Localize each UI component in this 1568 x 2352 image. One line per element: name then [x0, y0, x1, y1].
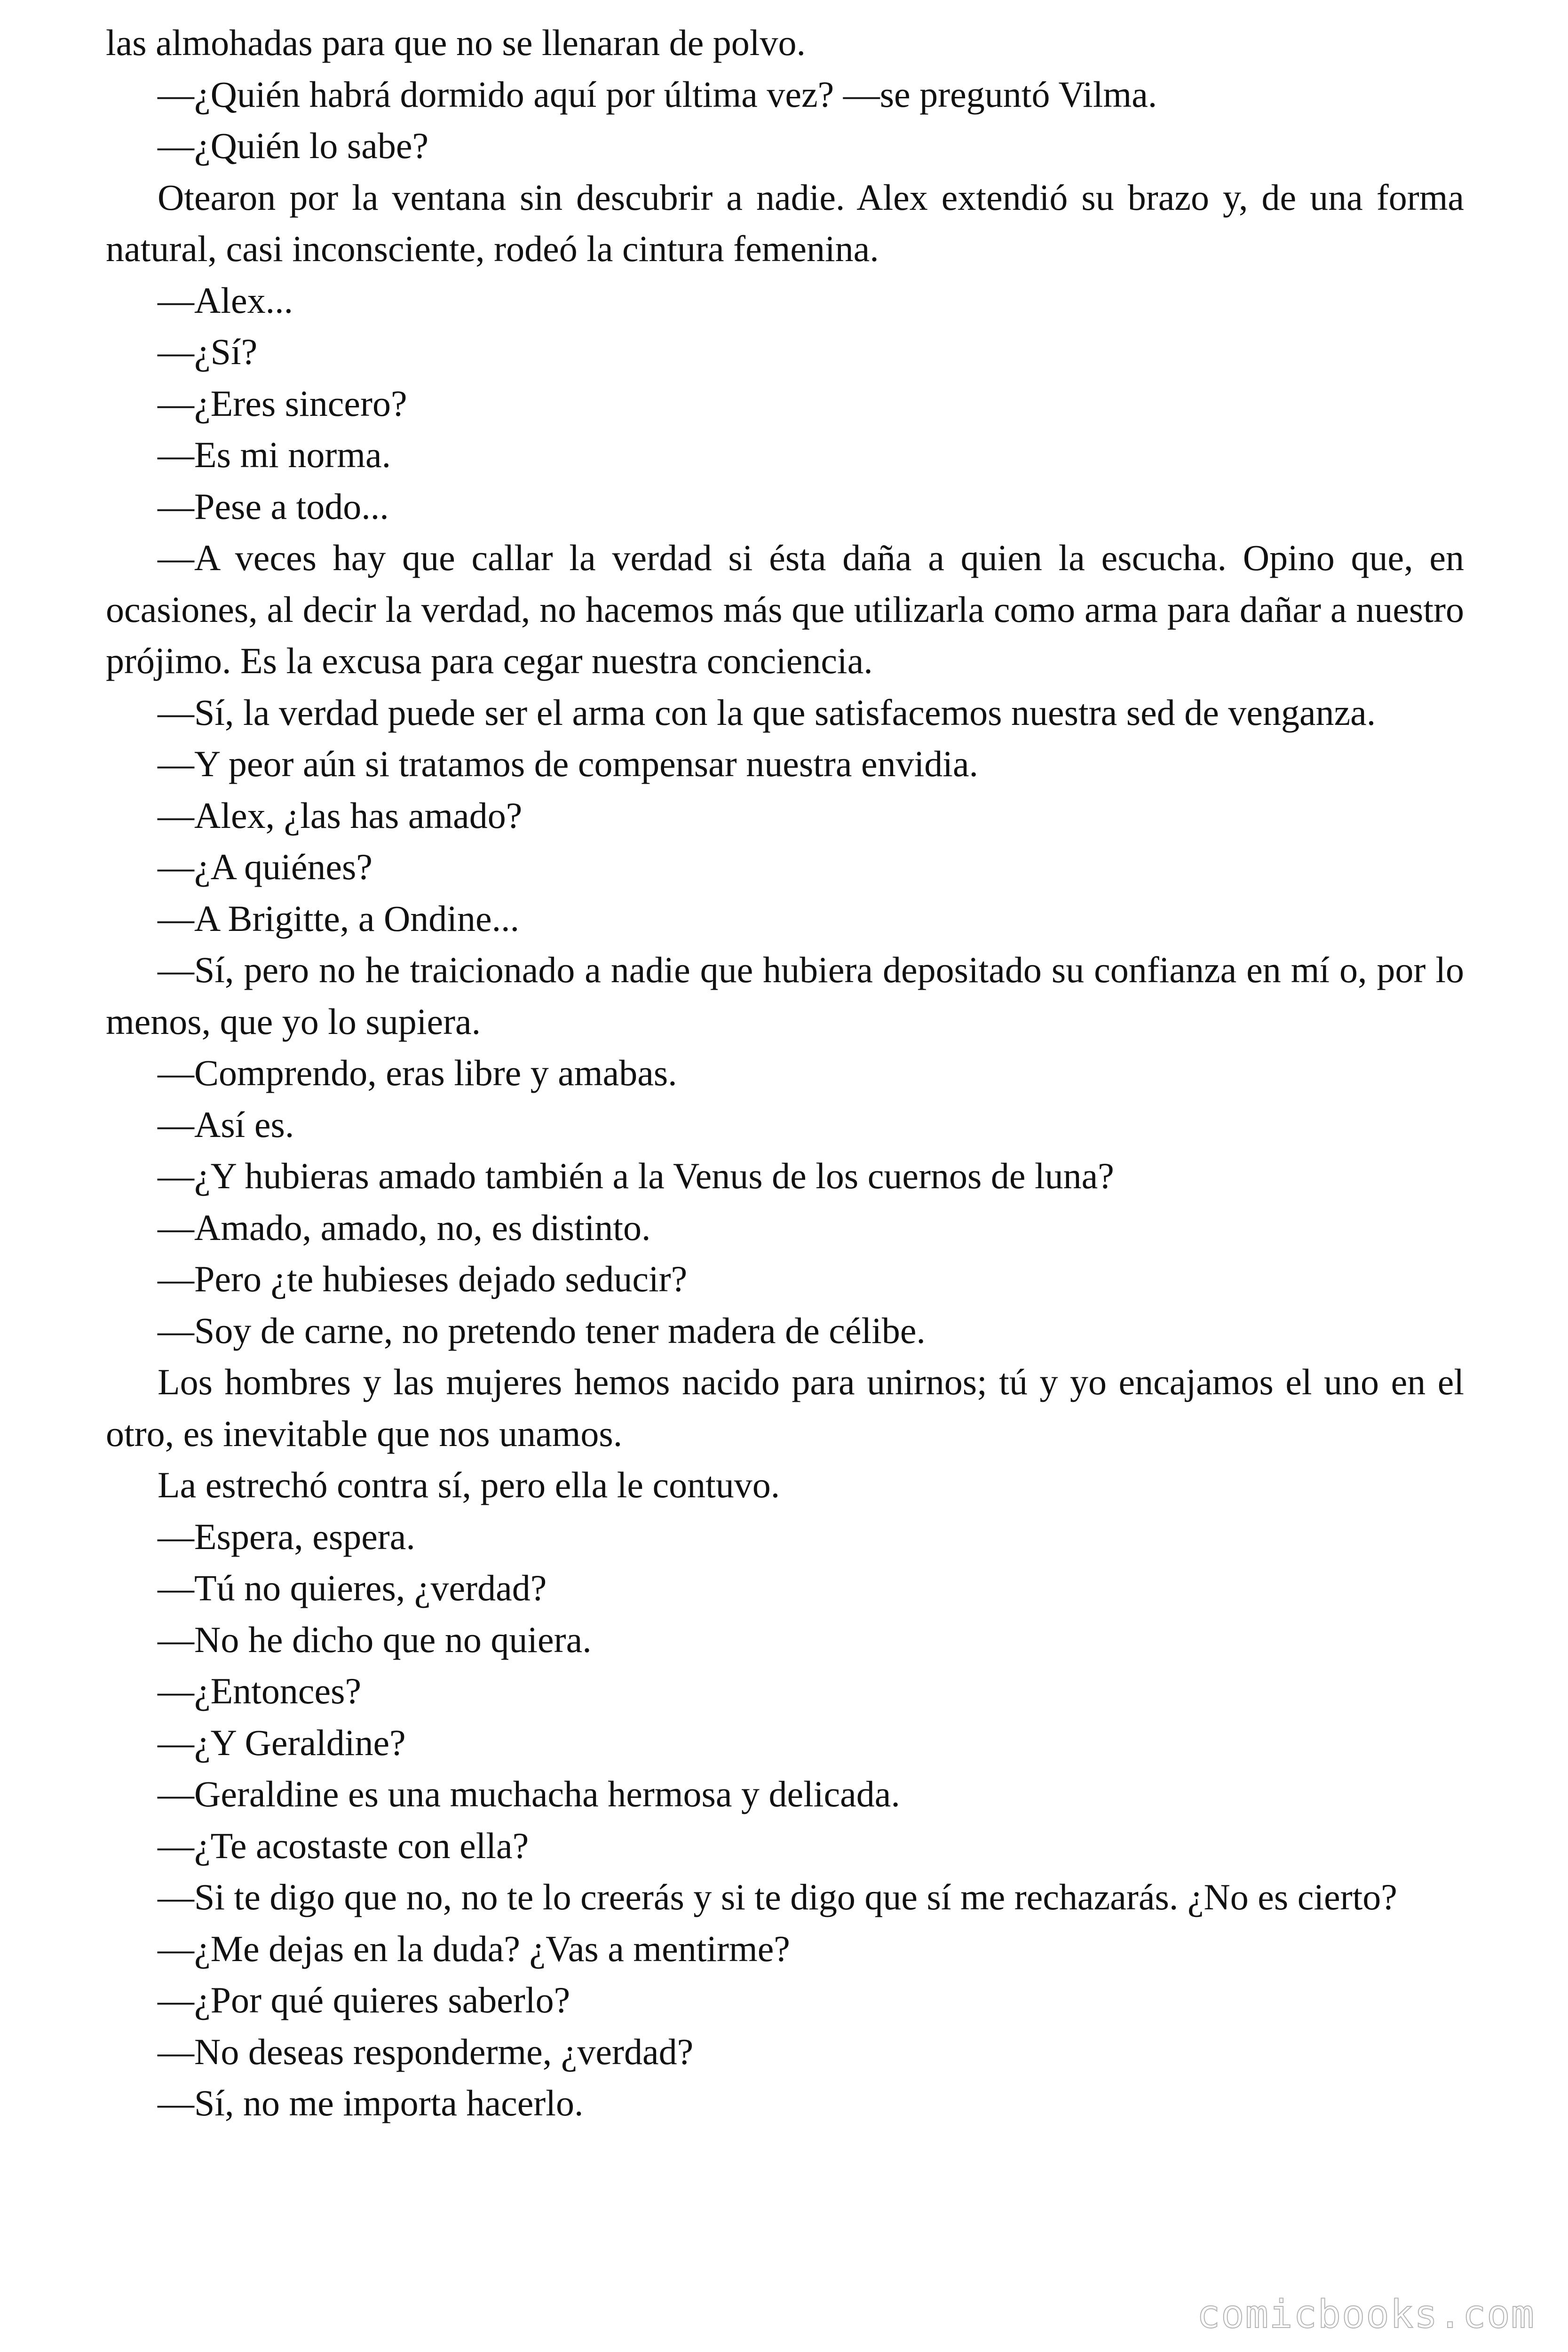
paragraph: La estrechó contra sí, pero ella le contuvo. — [158, 1464, 780, 1505]
paragraph: —Así es. — [158, 1104, 294, 1145]
paragraph: —A Brigitte, a Ondine... — [158, 898, 520, 939]
paragraph: —Pero ¿te hubieses dejado seducir? — [158, 1258, 688, 1299]
watermark: comicbooks.com — [1196, 2292, 1535, 2337]
paragraph: —Espera, espera. — [158, 1516, 415, 1557]
paragraph: —Si te digo que no, no te lo creerás y si te digo que sí me rechazarás. ¿No es cierto? — [158, 1876, 1397, 1917]
paragraph: —No he dicho que no quiera. — [158, 1619, 592, 1660]
paragraph: —Sí, la verdad puede ser el arma con la que satisfacemos nuestra sed de venganza. — [158, 691, 1376, 733]
paragraph: —Geraldine es una muchacha hermosa y delicada. — [158, 1773, 900, 1814]
paragraph: —Amado, amado, no, es distinto. — [158, 1207, 651, 1248]
paragraph: —¿A quiénes? — [158, 846, 373, 887]
paragraph: —Sí, pero no he traicionado a nadie que hubiera depositado su confianza en mí o, por lo menos, que yo lo supiera. — [106, 949, 1464, 1042]
paragraph: —¿Y hubieras amado también a la Venus de los cuernos de luna? — [158, 1155, 1114, 1196]
paragraph: —No deseas responderme, ¿verdad? — [158, 2031, 694, 2072]
paragraph: —¿Me dejas en la duda? ¿Vas a mentirme? — [158, 1928, 790, 1969]
paragraph: —Y peor aún si tratamos de compensar nuestra envidia. — [158, 743, 979, 784]
paragraph: —Soy de carne, no pretendo tener madera de célibe. — [158, 1310, 926, 1351]
paragraph: Otearon por la ventana sin descubrir a nadie. Alex extendió su brazo y, de una forma natural, casi inconsciente, rodeó la cintura femenina. — [106, 176, 1464, 269]
paragraph: —¿Sí? — [158, 331, 258, 372]
paragraph: —A veces hay que callar la verdad si ésta daña a quien la escucha. Opino que, en ocasiones, al decir la verdad, no hacemos más que utilizarla como arma para dañar a nuestro prójimo. Es la excusa para cegar nuestra conciencia. — [106, 537, 1464, 681]
page-text — [106, 17, 1464, 2129]
paragraph: —Sí, no me importa hacerlo. — [158, 2082, 584, 2123]
paragraph: —¿Por qué quieres saberlo? — [158, 1979, 570, 2020]
paragraph: —Tú no quieres, ¿verdad? — [158, 1567, 547, 1608]
paragraph: —Alex, ¿las has amado? — [158, 795, 523, 836]
paragraph: —Alex... — [158, 279, 293, 321]
paragraph: —¿Quién lo sabe? — [158, 125, 429, 166]
paragraph: —¿Entonces? — [158, 1670, 362, 1711]
paragraph: —Es mi norma. — [158, 434, 391, 475]
paragraph: —¿Te acostaste con ella? — [158, 1825, 529, 1866]
paragraph: —¿Y Geraldine? — [158, 1722, 406, 1763]
paragraph: —Pese a todo... — [158, 485, 389, 527]
paragraph: —¿Eres sincero? — [158, 382, 407, 424]
paragraph: las almohadas para que no se llenaran de polvo. — [106, 22, 806, 63]
paragraph: Los hombres y las mujeres hemos nacido para unirnos; tú y yo encajamos el uno en el otro, es inevitable que nos unamos. — [106, 1361, 1464, 1454]
paragraph: —Comprendo, eras libre y amabas. — [158, 1052, 677, 1093]
paragraph: —¿Quién habrá dormido aquí por última vez? —se preguntó Vilma. — [158, 73, 1157, 115]
